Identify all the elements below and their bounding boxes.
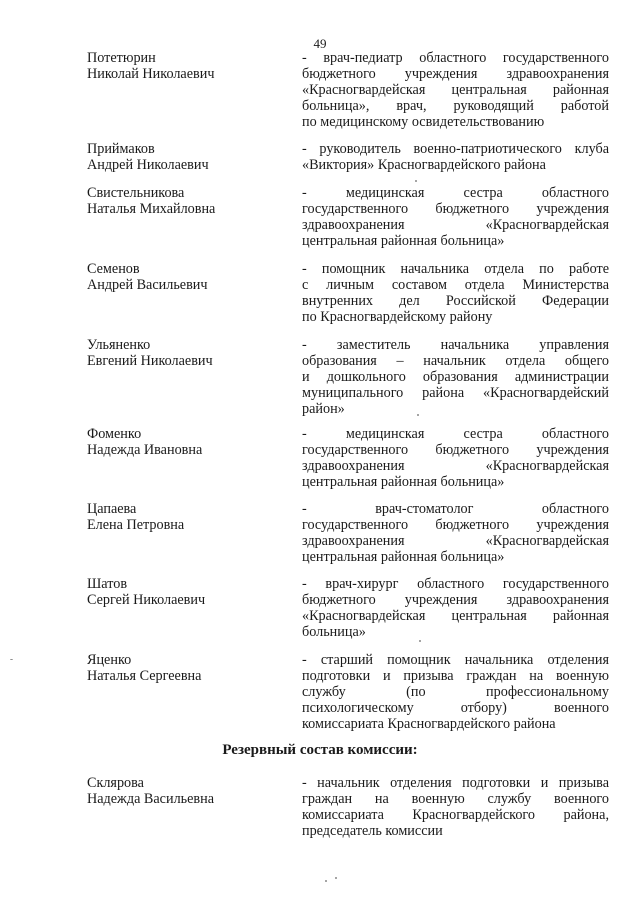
scan-artifact [335, 877, 337, 879]
description-line: государственного бюджетного учреждения [302, 442, 609, 458]
member-description [302, 501, 609, 565]
member-description [302, 576, 609, 640]
description-line: здравоохранения «Красногвардейская [302, 458, 609, 474]
description-line: здравоохранения «Красногвардейская [302, 533, 609, 549]
member-given-names: Николай Николаевич [87, 66, 215, 82]
member-surname: Цапаева [87, 501, 137, 517]
member-given-names: Андрей Николаевич [87, 157, 209, 173]
member-given-names: Евгений Николаевич [87, 353, 213, 369]
member-name [87, 261, 287, 293]
member-description [302, 652, 609, 732]
member-description [302, 141, 609, 173]
description-line: государственного бюджетного учреждения [302, 201, 609, 217]
member-given-names: Елена Петровна [87, 517, 185, 533]
description-line: государственного бюджетного учреждения [302, 517, 609, 533]
description-line: службу (по профессиональному [302, 684, 609, 700]
description-line: больница», врач, руководящий работой [302, 98, 609, 114]
member-name [87, 141, 287, 173]
description-line: комиссариата Красногвардейского района [302, 716, 556, 732]
description-line: больница» [302, 624, 366, 640]
member-name [87, 337, 287, 369]
scan-artifact [415, 180, 417, 182]
description-line: центральная районная больница» [302, 474, 505, 490]
description-line: центральная районная больница» [302, 549, 505, 565]
member-name [87, 652, 287, 684]
member-name [87, 426, 287, 458]
member-surname: Свистельникова [87, 185, 185, 201]
reserve-section-heading: Резервный состав комиссии: [222, 742, 418, 758]
page-number: 49 [313, 36, 327, 51]
description-line: бюджетного учреждения здравоохранения [302, 66, 609, 82]
description-line: по Красногвардейскому району [302, 309, 493, 325]
description-line: муниципального района «Красногвардейский [302, 385, 609, 401]
member-surname: Ульяненко [87, 337, 151, 353]
member-name [87, 50, 287, 82]
description-line: - начальник отделения подготовки и призыва [302, 775, 609, 791]
description-line: - врач-педиатр областного государственного [302, 50, 609, 66]
member-name [87, 576, 287, 608]
scan-artifact [419, 640, 421, 642]
description-line: и дошкольного образования администрации [302, 369, 609, 385]
member-name [87, 185, 287, 217]
description-line: образования – начальник отдела общего [302, 353, 609, 369]
description-line: - врач-стоматолог областного [302, 501, 609, 517]
scan-artifact [417, 414, 419, 416]
description-line: - медицинская сестра областного [302, 185, 609, 201]
member-given-names: Наталья Сергеевна [87, 668, 202, 684]
member-surname: Потетюрин [87, 50, 156, 66]
description-line: - старший помощник начальника отделения [302, 652, 609, 668]
description-line: с личным составом отдела Министерства [302, 277, 609, 293]
description-line: - руководитель военно-патриотического клуба [302, 141, 609, 157]
description-line: - помощник начальника отдела по работе [302, 261, 609, 277]
member-description [302, 426, 609, 490]
description-line: комиссариата Красногвардейского района, [302, 807, 609, 823]
member-surname: Яценко [87, 652, 132, 668]
member-given-names: Надежда Васильевна [87, 791, 215, 807]
description-line: по медицинскому освидетельствованию [302, 114, 545, 130]
member-given-names: Надежда Ивановна [87, 442, 203, 458]
member-given-names: Сергей Николаевич [87, 592, 206, 608]
description-line: психологическому отбору) военного [302, 700, 609, 716]
description-line: «Виктория» Красногвардейского района [302, 157, 546, 173]
description-line: - врач-хирург областного государственного [302, 576, 609, 592]
member-given-names: Андрей Васильевич [87, 277, 208, 293]
member-description [302, 775, 609, 839]
description-line: бюджетного учреждения здравоохранения [302, 592, 609, 608]
member-surname: Фоменко [87, 426, 142, 442]
member-surname: Шатов [87, 576, 128, 592]
member-name [87, 775, 287, 807]
member-surname: Склярова [87, 775, 144, 791]
member-given-names: Наталья Михайловна [87, 201, 216, 217]
scan-artifact [10, 659, 13, 660]
description-line: - медицинская сестра областного [302, 426, 609, 442]
description-line: «Красногвардейская центральная районная [302, 608, 609, 624]
description-line: подготовки и призыва граждан на военную [302, 668, 609, 684]
member-description [302, 50, 609, 130]
member-name [87, 501, 287, 533]
member-description [302, 261, 609, 325]
description-line: - заместитель начальника управления [302, 337, 609, 353]
member-surname: Приймаков [87, 141, 155, 157]
description-line: здравоохранения «Красногвардейская [302, 217, 609, 233]
description-line: граждан на военную службу военного [302, 791, 609, 807]
member-description [302, 185, 609, 249]
description-line: председатель комиссии [302, 823, 443, 839]
description-line: центральная районная больница» [302, 233, 505, 249]
member-surname: Семенов [87, 261, 140, 277]
description-line: внутренних дел Российской Федерации [302, 293, 609, 309]
description-line: «Красногвардейская центральная районная [302, 82, 609, 98]
member-description [302, 337, 609, 417]
scan-artifact [325, 880, 327, 882]
description-line: район» [302, 401, 345, 417]
